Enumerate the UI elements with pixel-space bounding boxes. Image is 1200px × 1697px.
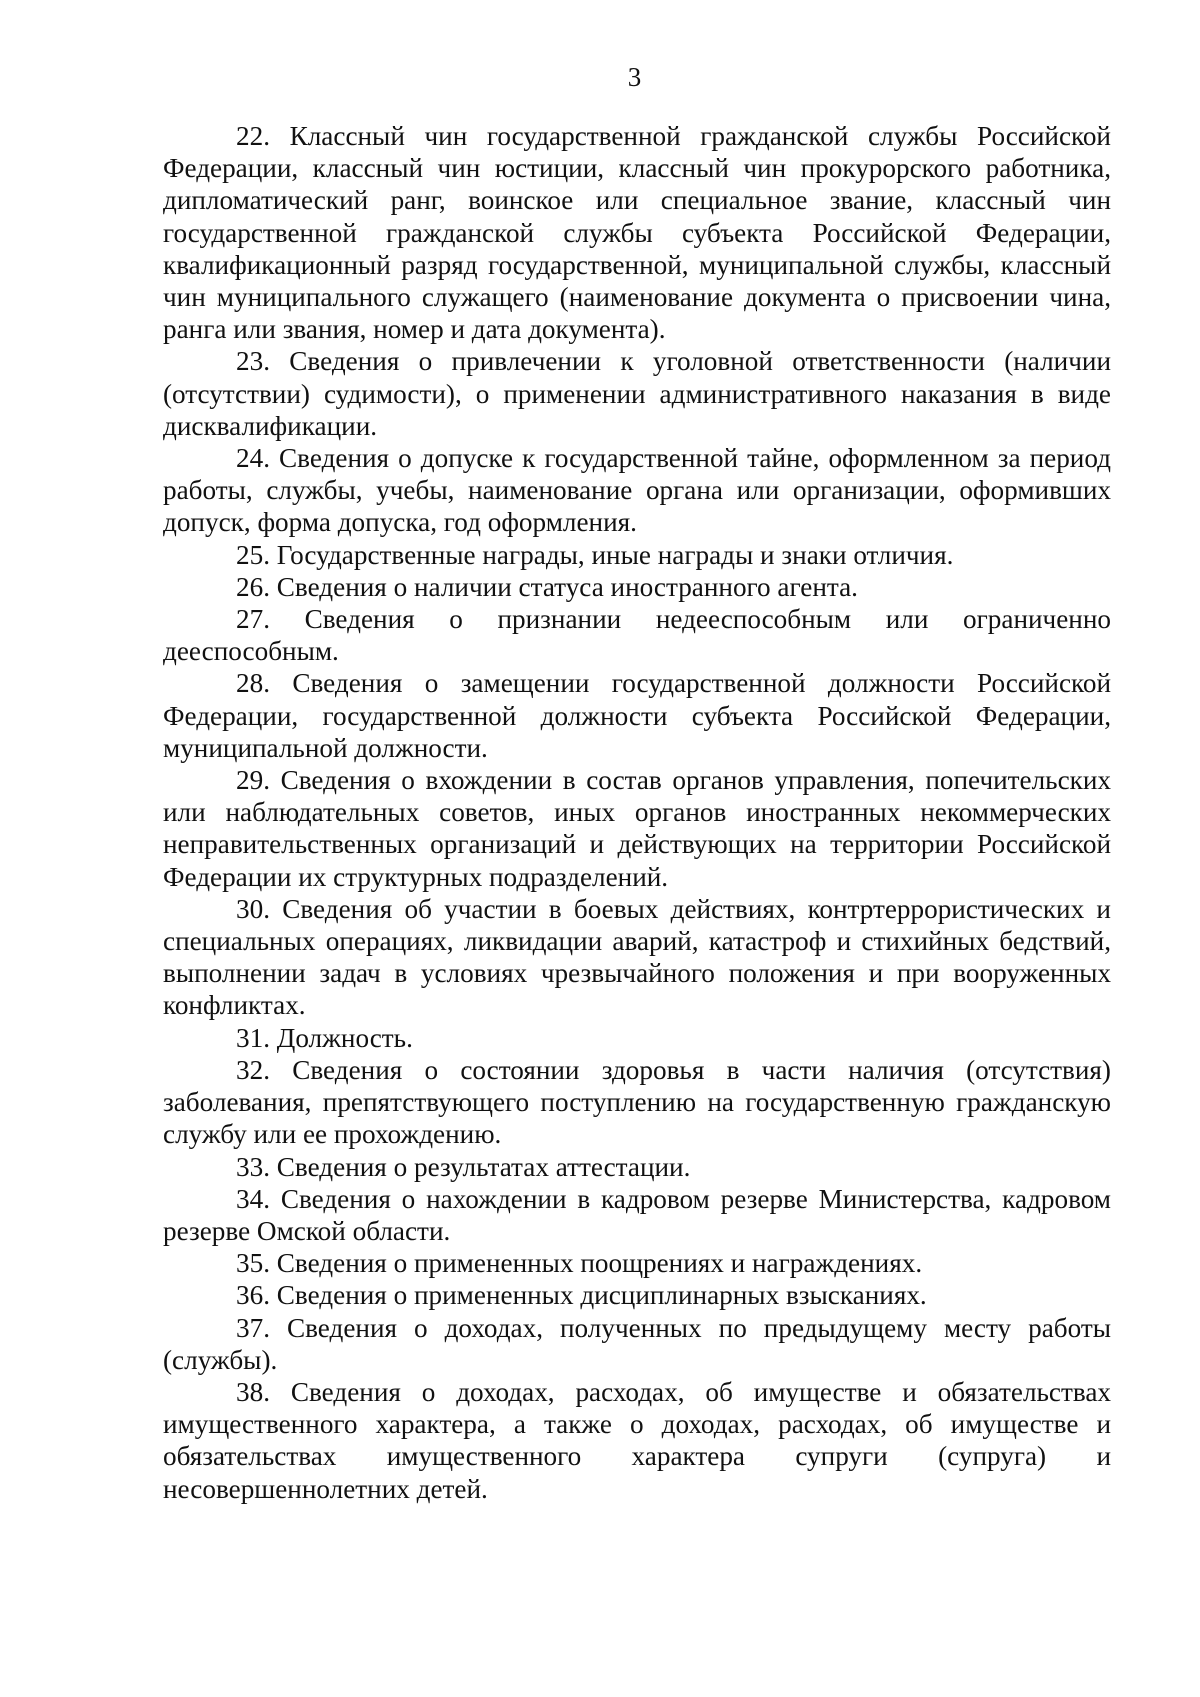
page-number: 3	[627, 62, 642, 92]
list-item-31: 31. Должность.	[236, 1022, 413, 1053]
list-item-23: 23. Сведения о привлечении к уголовной ответственности (наличии (отсутствии) судимости), о применении административного наказания в виде дисквалификации.	[163, 346, 1111, 441]
list-item-36: 36. Сведения о примененных дисциплинарных взысканиях.	[236, 1280, 927, 1311]
list-item-34: 34. Сведения о нахождении в кадровом резерве Министерства, кадровом резерве Омской области.	[163, 1183, 1111, 1246]
list-item-37: 37. Сведения о доходах, полученных по предыдущему месту работы (службы).	[163, 1312, 1111, 1375]
list-item-30: 30. Сведения об участии в боевых действиях, контртеррористических и специальных операциях, ликвидации аварий, катастроф и стихийных бедствий, выполнении задач в условиях чрезвычайного положения и при вооруженных конфликтах.	[163, 893, 1111, 1021]
list-item-32: 32. Сведения о состоянии здоровья в части наличия (отсутствия) заболевания, препятствующего поступлению на государственную гражданскую службу или ее прохождению.	[163, 1054, 1111, 1150]
list-item-25: 25. Государственные награды, иные награды и знаки отличия.	[236, 539, 954, 570]
list-item-26: 26. Сведения о наличии статуса иностранного агента.	[236, 571, 858, 602]
list-item-22: 22. Классный чин государственной гражданской службы Российской Федерации, классный чин юстиции, классный чин прокурорского работника, дипломатический ранг, воинское или специальное звание, классный чин государственной гражданской службы субъекта Российской Федерации, квалификационный разряд государственной, муниципальной службы, классный чин муниципального служащего (наименование документа о присвоении чина, ранга или звания, номер и дата документа).	[163, 121, 1111, 345]
list-item-24: 24. Сведения о допуске к государственной тайне, оформленном за период работы, службы, учебы, наименование органа или организации, оформивших допуск, форма допуска, год оформления.	[163, 443, 1111, 538]
list-item-38: 38. Сведения о доходах, расходах, об имуществе и обязательствах имущественного характера, а также о доходах, расходах, об имуществе и обязательствах имущественного характера супруги (супруга) и несовершеннолетних детей.	[163, 1376, 1111, 1504]
list-item-35: 35. Сведения о примененных поощрениях и награждениях.	[236, 1248, 923, 1279]
list-item-28: 28. Сведения о замещении государственной должности Российской Федерации, государственной должности субъекта Российской Федерации, муниципальной должности.	[163, 668, 1111, 763]
list-item-29: 29. Сведения о вхождении в состав органов управления, попечительских или наблюдательных советов, иных органов иностранных некоммерческих неправительственных организаций и действующих на территории Российской Федерации их структурных подразделений.	[163, 765, 1111, 892]
list-item-27: 27. Сведения о признании недееспособным или ограниченно дееспособным.	[163, 604, 1111, 667]
document-body	[163, 120, 1111, 1505]
list-item-33: 33. Сведения о результатах аттестации.	[236, 1151, 691, 1182]
